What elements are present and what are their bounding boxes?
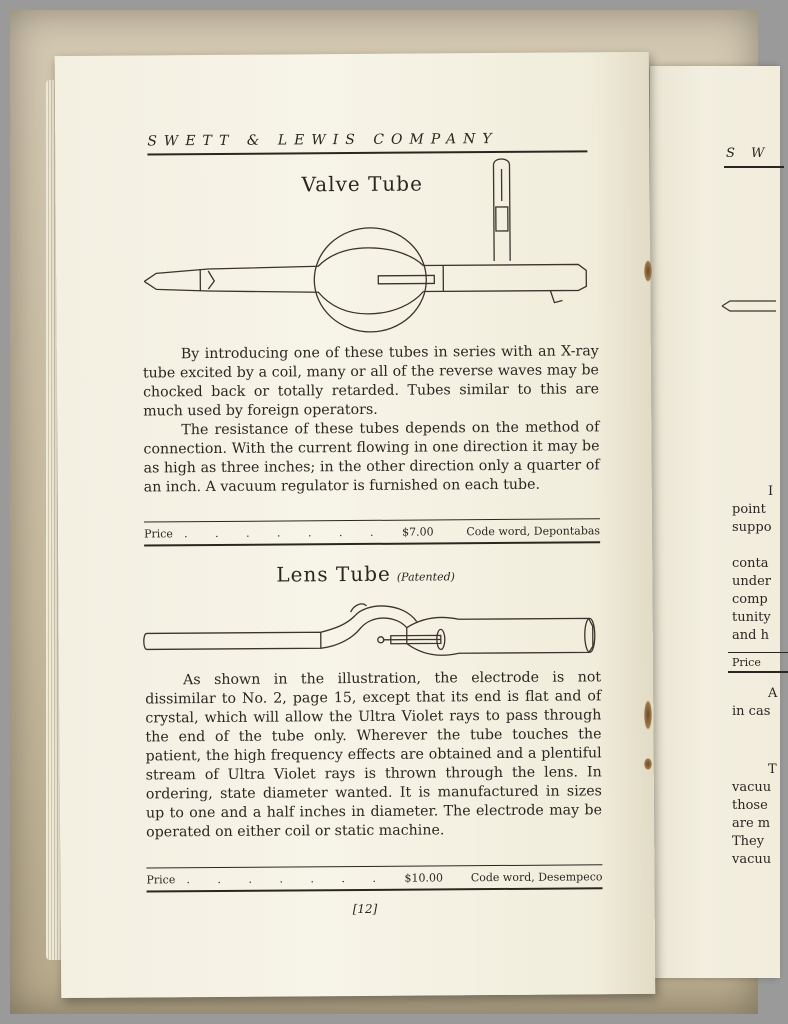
right-page-line: those <box>732 798 768 813</box>
lens-tube-price-row <box>146 864 602 892</box>
right-page-line: vacuu <box>732 780 772 795</box>
photo-frame <box>10 10 778 1014</box>
price-label: Price <box>146 872 176 886</box>
right-page-tube-fragment <box>716 298 776 314</box>
right-page-line: I <box>768 484 774 499</box>
right-page-line: point <box>732 502 766 517</box>
right-page-header: S W <box>726 146 771 161</box>
price-value: $10.00 <box>404 870 444 885</box>
page-header: SWETT & LEWIS COMPANY <box>147 130 587 155</box>
lens-tube-illustration <box>140 592 600 665</box>
code-word: Code word, Depontabas <box>466 523 601 538</box>
right-page-line: comp <box>732 592 768 607</box>
valve-tube-title-text: Valve Tube <box>301 171 423 197</box>
right-page-line: in cas <box>732 704 771 719</box>
valve-tube-price-row <box>144 518 600 546</box>
right-page-price: Price <box>732 656 761 669</box>
right-page-rule <box>724 166 784 168</box>
valve-tube-description <box>143 342 600 497</box>
lens-tube-title-text: Lens Tube <box>276 561 391 587</box>
right-page-line: T <box>768 762 777 777</box>
binding-stain <box>644 700 652 730</box>
lens-tube-patent-note: (Patented) <box>396 570 455 584</box>
right-page-line: A <box>768 686 778 701</box>
lens-tube-title <box>276 561 455 586</box>
right-page-line: vacuu <box>732 852 772 867</box>
price-leader-dots: . . . . . . . <box>186 871 388 886</box>
page-number: [12] <box>352 901 378 917</box>
right-page-line: suppo <box>732 520 772 535</box>
price-label: Price <box>144 526 173 540</box>
right-page-line: and h <box>732 628 769 643</box>
valve-tube-illustration <box>137 150 598 333</box>
price-leader-dots: . . . . . . . <box>184 525 386 540</box>
binding-stain <box>644 758 652 770</box>
price-value: $7.00 <box>402 524 434 539</box>
binding-stain <box>644 260 652 282</box>
right-page-line: are m <box>732 816 771 831</box>
right-page-line: They <box>732 834 765 849</box>
right-page-line: conta <box>732 556 769 571</box>
valve-tube-paragraph-1: By introducing one of these tubes in series with an X-ray tube excited by a coil, many or all of the reverse waves may be chocked back or totally retarded. Tubes similar to this are much used by foreign operators. <box>142 343 600 420</box>
right-page-line: under <box>732 574 771 589</box>
lens-tube-paragraph: As shown in the illustration, the electrode is not dissimilar to No. 2, page 15, except that its end is flat and of crystal, which will allow the Ultra Violet rays to pass through the end of the tube only. Wherever the tube touches the patient, the high frequency effects are obtained and a plentiful stream of Ultra Violet rays is thrown through the lens. In ordering, state diameter wanted. It is manufactured in sizes up to one and a half inches in diameter. The electrode may be operated on either coil or static machine. <box>145 669 603 841</box>
lens-tube-description <box>145 668 602 842</box>
valve-tube-paragraph-2: The resistance of these tubes depends on the method of connection. With the current flowing in one direction it may be as high as three inches; in the other direction only a quarter of an inch. A vacuum regulator is furnished on each tube. <box>143 419 600 496</box>
left-page <box>55 52 656 998</box>
right-page <box>650 66 780 978</box>
right-page-line: tunity <box>732 610 771 625</box>
code-word: Code word, Desempeco <box>470 869 603 884</box>
